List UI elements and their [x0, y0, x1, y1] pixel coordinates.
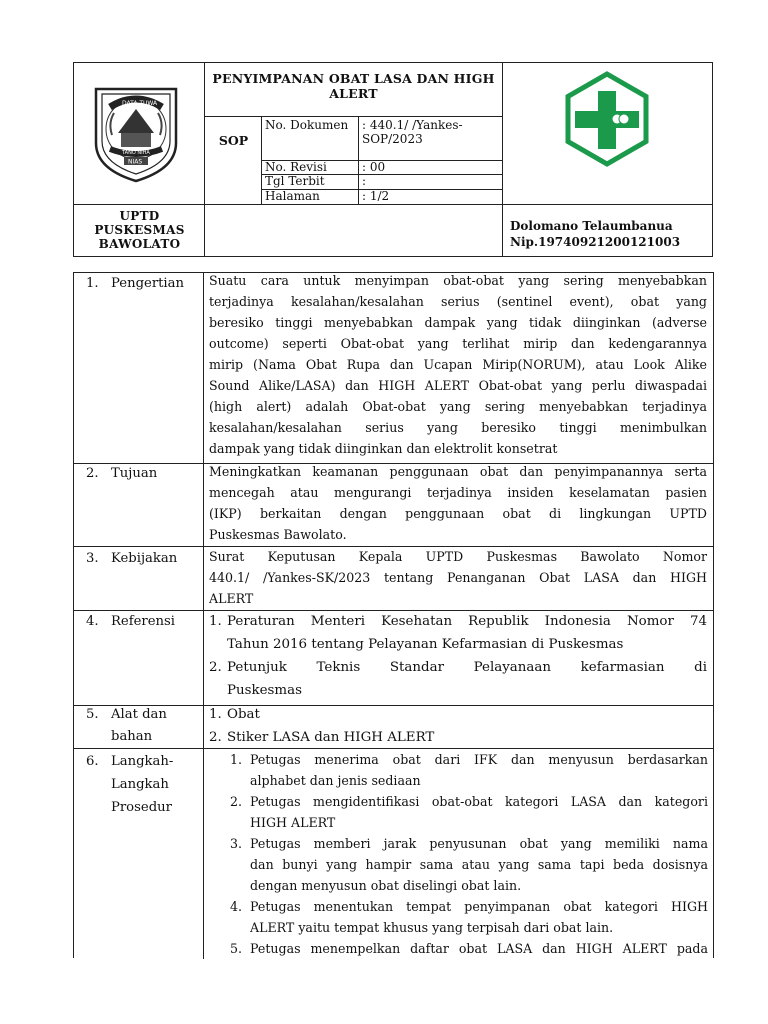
page-key: Halaman [265, 189, 320, 203]
procedure-step: 4. Petugas menentukan tempat penyimpanan obat kategori HIGH ALERT yaitu tempat khusus yang terpisah dari obat lain. [230, 899, 708, 935]
section-label-pengertian: 1. Pengertian [86, 276, 185, 291]
section-list-referensi [209, 610, 707, 702]
section-label-langkah: 6. Langkah- Langkah Prosedur [86, 754, 174, 815]
procedure-step: 1. Petugas menerima obat dari IFK dan menyusun berdasarkan alphabet dan jenis sediaan [230, 752, 708, 788]
procedure-step: 3. Petugas memberi jarak penyusunan obat yang memiliki nama dan bunyi yang hampir sama atau yang sama tapi beda dosisnya dengan menyusun obat diselingi obat lain. [230, 836, 708, 893]
list-item: 2. Petunjuk Teknis Standar Pelayanaan kefarmasian di Puskesmas [209, 660, 707, 698]
sop-header-table [73, 62, 713, 257]
section-text-tujuan: Meningkatkan keamanan penggunaan obat dan penyimpanannya serta mencegah atau mengurangi terjadinya insiden keselamatan pasien (IKP) berkaitan dengan penggunaan obat di lingkungan UPTD Puskesmas Bawolato. [209, 464, 707, 542]
issue-date-key: Tgl Terbit [265, 174, 325, 188]
list-item: 1. Obat [209, 707, 260, 722]
revision-key: No. Revisi [265, 160, 327, 174]
section-text-pengertian: Suatu cara untuk menyimpan obat-obat yang sering menyebabkan terjadinya kesalahan/kesalahan serius (sentinel event), obat yang beresiko tinggi menyebabkan dampak yang tidak diinginkan (adverse outcome) seperti Obat-obat yang terlihat mirip dan kedengarannya mirip (Nama Obat Rupa dan Ucapan Mirip(NORUM), atau Look Alike Sound Alike/LASA) dan HIGH ALERT Obat-obat yang perlu diwaspadai (high alert) adalah Obat-obat yang sering menyebabkan terjadinya kesalahan/kesalahan serius yang beresiko tinggi menimbulkan dampak yang tidak diinginkan dan elektrolit konsetrat [209, 273, 707, 456]
seal-ribbon-top: DATA TUWA [122, 100, 158, 107]
list-item: 2. Stiker LASA dan HIGH ALERT [209, 730, 435, 745]
seal-ribbon-bottom: TANO NIHA [122, 150, 150, 156]
procedure-step: 2. Petugas mengidentifikasi obat-obat kategori LASA dan kategori HIGH ALERT [230, 794, 708, 830]
sop-content-table [73, 272, 714, 958]
section-label-referensi: 4. Referensi [86, 614, 176, 629]
section-label-tujuan: 2. Tujuan [86, 466, 158, 481]
signer-block [510, 218, 714, 250]
section-label-alat: 5. Alat dan bahan [86, 707, 167, 744]
regency-seal-icon [88, 83, 184, 183]
signer-nip: Nip.19740921200121003 [510, 235, 681, 249]
seal-banner: NIAS [128, 158, 143, 166]
doc-number-key: No. Dokumen [265, 118, 349, 132]
issue-date-value: : [362, 174, 367, 188]
doc-number-value: : 440.1/ /Yankes-SOP/2023 [362, 118, 463, 146]
signer-name: Dolomano Telaumbanua [510, 219, 673, 233]
institution-name: UPTD PUSKESMAS BAWOLATO [94, 209, 185, 251]
section-list-alat [209, 703, 707, 749]
section-text-kebijakan: Surat Keputusan Kepala UPTD Puskesmas Bawolato Nomor 440.1/ /Yankes-SK/2023 tentang Penanganan Obat LASA dan HIGH ALERT [209, 549, 707, 606]
puskesmas-cross-icon [559, 71, 655, 167]
section-label-kebijakan: 3. Kebijakan [86, 551, 178, 566]
list-item: 1. Peraturan Menteri Kesehatan Republik Indonesia Nomor 74 Tahun 2016 tentang Pelayanan Kefarmasian di Puskesmas [209, 614, 707, 652]
page-title: PENYIMPANAN OBAT LASA DAN HIGH ALERT [212, 71, 495, 101]
page-value: : 1/2 [362, 189, 390, 203]
procedure-steps [224, 749, 708, 959]
sop-label: SOP [218, 133, 249, 148]
procedure-step: 5. Petugas menempelkan daftar obat LASA dan HIGH ALERT pada [230, 941, 708, 956]
revision-value: : 00 [362, 160, 386, 174]
